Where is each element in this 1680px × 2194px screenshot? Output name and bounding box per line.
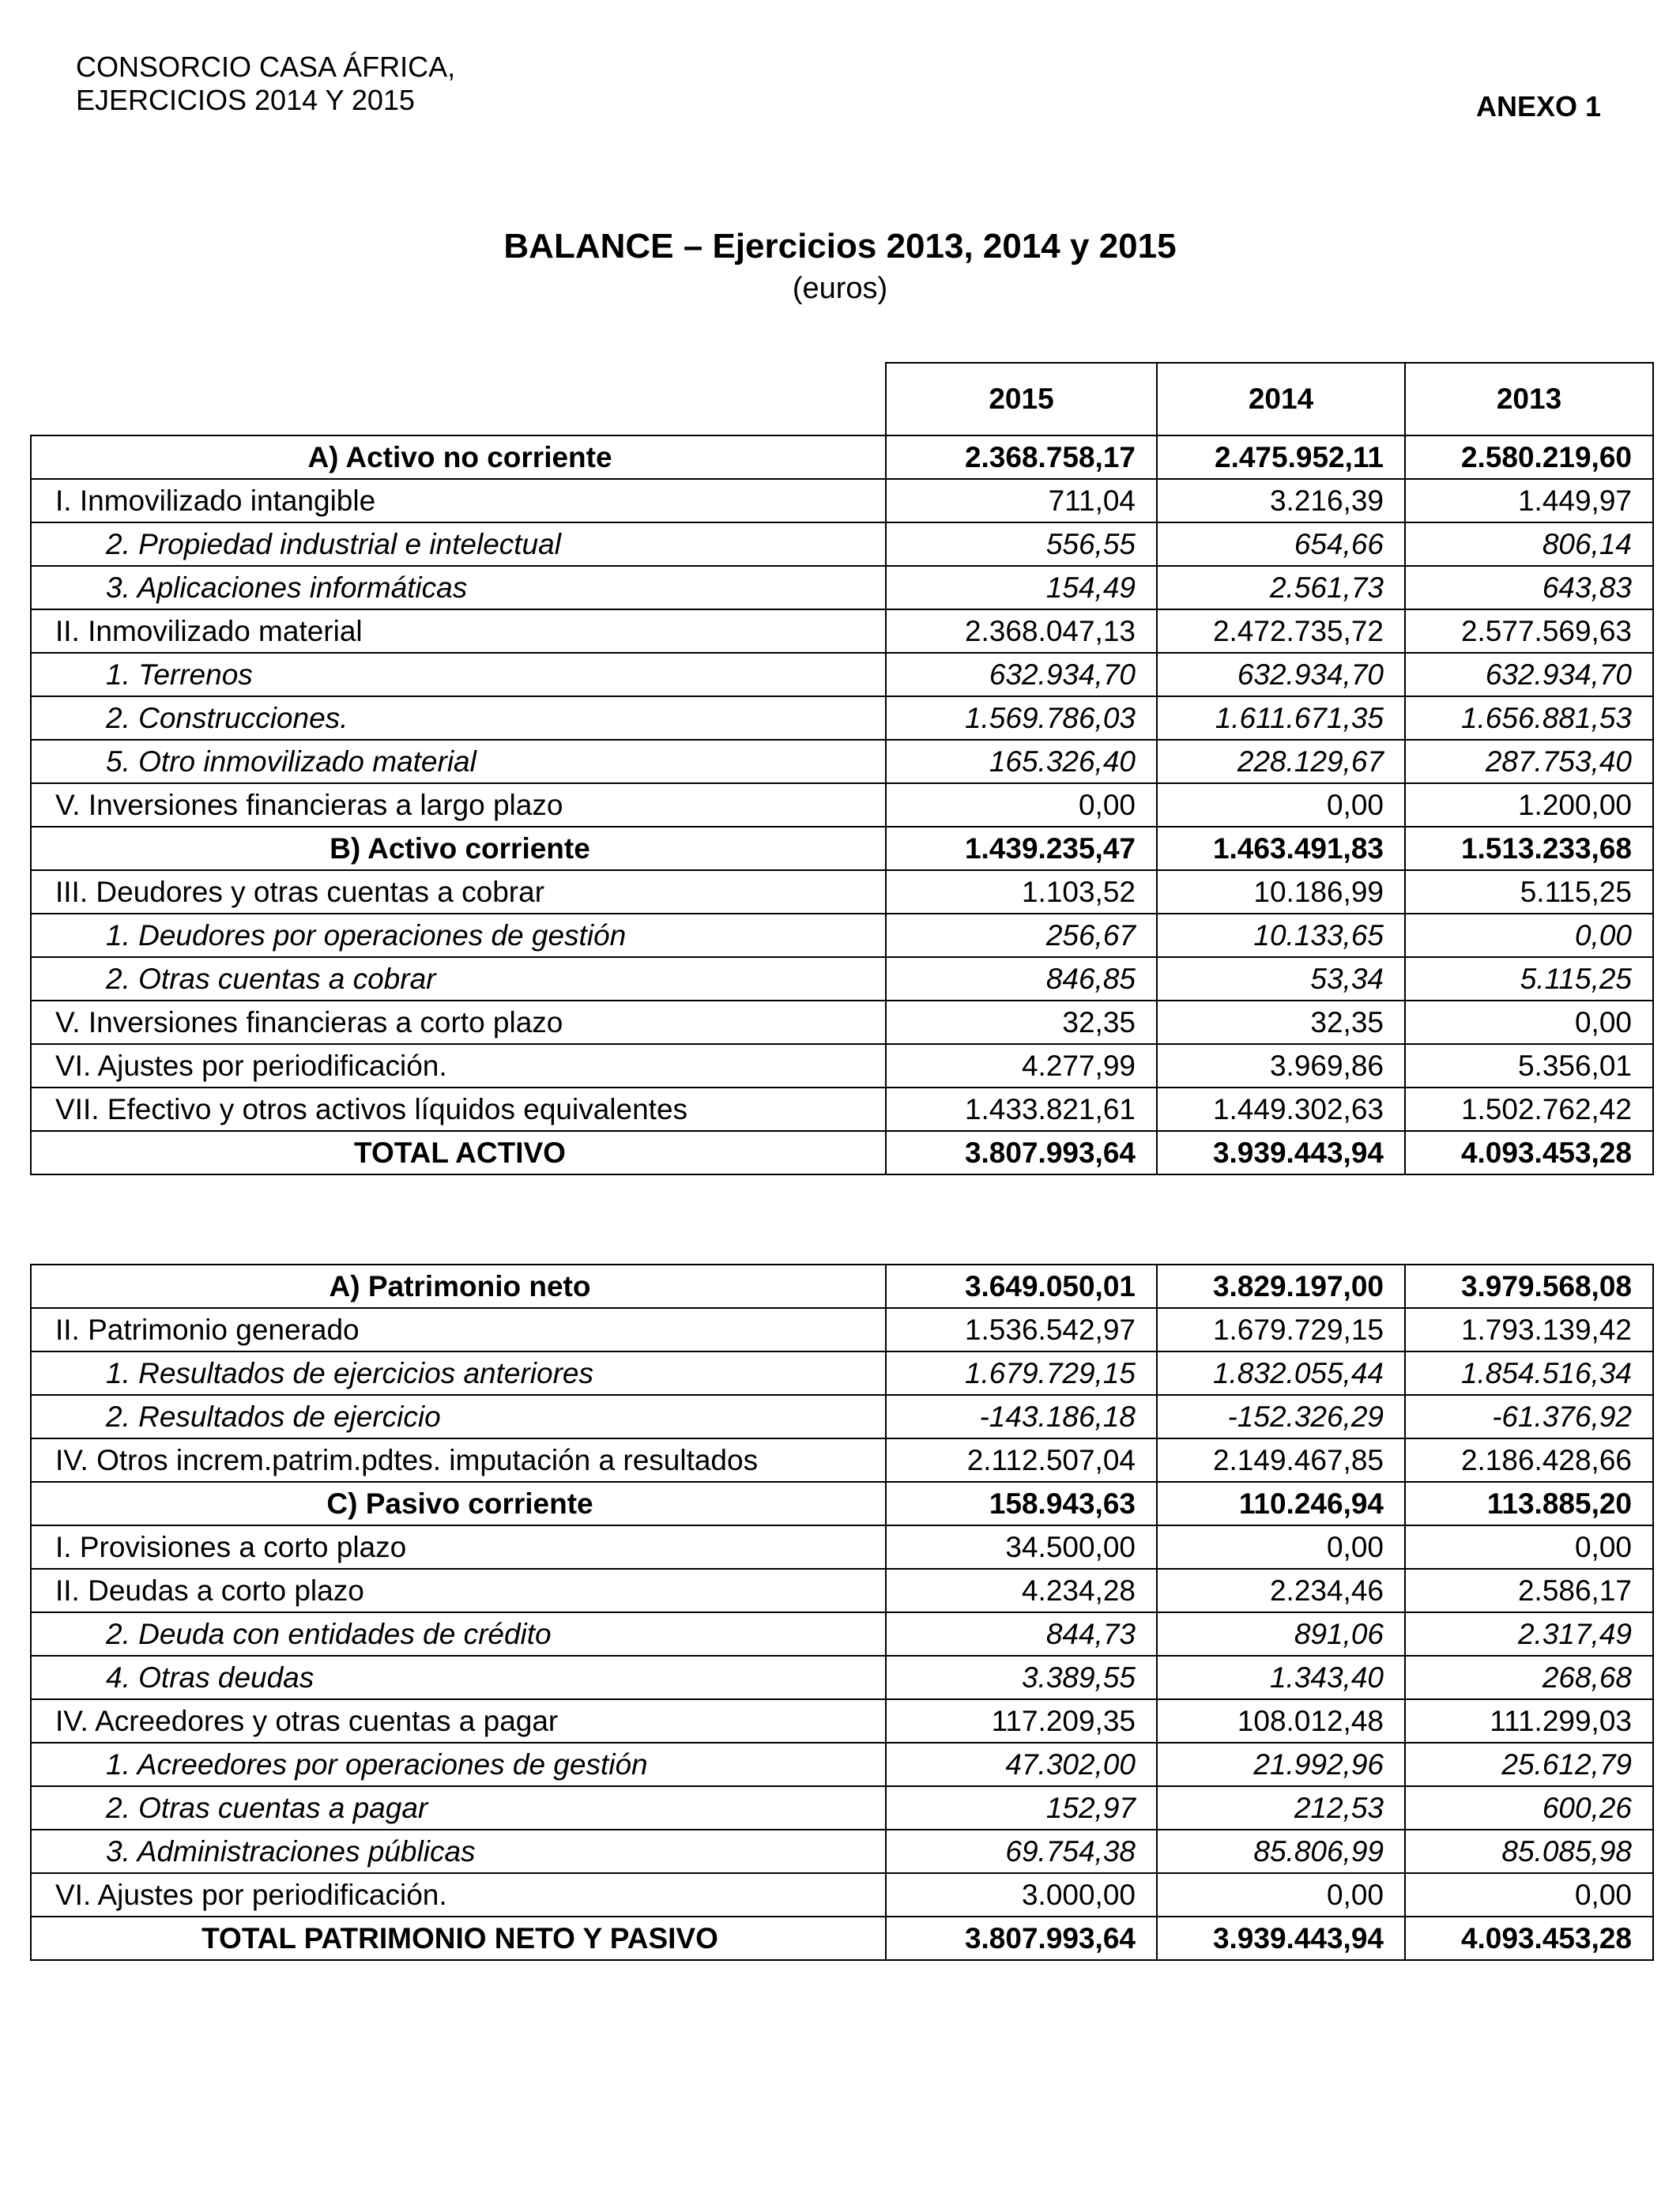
value-cell: 632.934,70 <box>1157 653 1405 696</box>
row-label: 3. Aplicaciones informáticas <box>31 566 886 609</box>
value-cell: 2.586,17 <box>1405 1569 1653 1612</box>
row-label: 5. Otro inmovilizado material <box>31 740 886 783</box>
value-cell: 3.939.443,94 <box>1157 1131 1405 1174</box>
row-label: VI. Ajustes por periodificación. <box>31 1873 886 1917</box>
value-cell: 85.085,98 <box>1405 1830 1653 1873</box>
table-row <box>31 1525 1653 1569</box>
value-cell: 32,35 <box>886 1001 1157 1044</box>
row-label: 1. Deudores por operaciones de gestión <box>31 914 886 957</box>
value-cell: 600,26 <box>1405 1786 1653 1830</box>
row-label: 1. Resultados de ejercicios anteriores <box>31 1351 886 1395</box>
value-cell: 3.000,00 <box>886 1873 1157 1917</box>
value-cell: 0,00 <box>1157 1525 1405 1569</box>
table-row <box>31 783 1653 827</box>
table-row <box>31 1438 1653 1482</box>
value-cell: 654,66 <box>1157 522 1405 566</box>
row-label: 2. Propiedad industrial e intelectual <box>31 522 886 566</box>
value-cell: 152,97 <box>886 1786 1157 1830</box>
table-row <box>31 696 1653 740</box>
table-row <box>31 1131 1653 1174</box>
table-row <box>31 479 1653 522</box>
value-cell: 212,53 <box>1157 1786 1405 1830</box>
value-cell: 1.513.233,68 <box>1405 827 1653 870</box>
table-row <box>31 566 1653 609</box>
table-row <box>31 1265 1653 1308</box>
table-row <box>31 1482 1653 1525</box>
value-cell: 0,00 <box>1157 783 1405 827</box>
value-cell: 3.216,39 <box>1157 479 1405 522</box>
row-label: II. Patrimonio generado <box>31 1308 886 1351</box>
table-row <box>31 827 1653 870</box>
table-row <box>31 1656 1653 1699</box>
row-label: 2. Otras cuentas a pagar <box>31 1786 886 1830</box>
table-row <box>31 1612 1653 1656</box>
value-cell: 3.969,86 <box>1157 1044 1405 1088</box>
table-row <box>31 1873 1653 1917</box>
table-row <box>31 1699 1653 1743</box>
table-row <box>31 914 1653 957</box>
value-cell: 0,00 <box>1405 1525 1653 1569</box>
value-cell: 2.580.219,60 <box>1405 435 1653 479</box>
value-cell: 228.129,67 <box>1157 740 1405 783</box>
title-unit: (euros) <box>792 272 888 305</box>
value-cell: 3.829.197,00 <box>1157 1265 1405 1308</box>
value-cell: 2.149.467,85 <box>1157 1438 1405 1482</box>
value-cell: 3.807.993,64 <box>886 1131 1157 1174</box>
value-cell: 287.753,40 <box>1405 740 1653 783</box>
value-cell: 1.103,52 <box>886 870 1157 914</box>
value-cell: 1.463.491,83 <box>1157 827 1405 870</box>
value-cell: 2.234,46 <box>1157 1569 1405 1612</box>
table-row <box>31 1088 1653 1131</box>
table-row <box>31 1001 1653 1044</box>
value-cell: 108.012,48 <box>1157 1699 1405 1743</box>
year-header: 2015 <box>886 363 1157 435</box>
value-cell: -152.326,29 <box>1157 1395 1405 1438</box>
table-row <box>31 1743 1653 1786</box>
value-cell: 158.943,63 <box>886 1482 1157 1525</box>
value-cell: 53,34 <box>1157 957 1405 1001</box>
value-cell: 5.115,25 <box>1405 870 1653 914</box>
row-label: 3. Administraciones públicas <box>31 1830 886 1873</box>
title-years: Ejercicios 2013, 2014 y 2015 <box>712 227 1177 266</box>
row-label: I. Inmovilizado intangible <box>31 479 886 522</box>
org-name: CONSORCIO CASA ÁFRICA, <box>76 51 456 83</box>
value-cell: 5.115,25 <box>1405 957 1653 1001</box>
fiscal-years-line: EJERCICIOS 2014 Y 2015 <box>76 84 415 116</box>
value-cell: 1.793.139,42 <box>1405 1308 1653 1351</box>
value-cell: 846,85 <box>886 957 1157 1001</box>
value-cell: 113.885,20 <box>1405 1482 1653 1525</box>
value-cell: 32,35 <box>1157 1001 1405 1044</box>
value-cell: 3.807.993,64 <box>886 1917 1157 1960</box>
value-cell: 3.649.050,01 <box>886 1265 1157 1308</box>
row-label: 1. Acreedores por operaciones de gestión <box>31 1743 886 1786</box>
value-cell: 110.246,94 <box>1157 1482 1405 1525</box>
page-title <box>0 224 1680 308</box>
value-cell: 117.209,35 <box>886 1699 1157 1743</box>
row-label: IV. Acreedores y otras cuentas a pagar <box>31 1699 886 1743</box>
value-cell: 165.326,40 <box>886 740 1157 783</box>
table-row <box>31 1786 1653 1830</box>
value-cell: 2.577.569,63 <box>1405 609 1653 653</box>
value-cell: 1.611.671,35 <box>1157 696 1405 740</box>
value-cell: 1.449,97 <box>1405 479 1653 522</box>
row-label: TOTAL PATRIMONIO NETO Y PASIVO <box>31 1917 886 1960</box>
table-row <box>31 870 1653 914</box>
value-cell: 0,00 <box>1157 1873 1405 1917</box>
row-label: 2. Deuda con entidades de crédito <box>31 1612 886 1656</box>
row-label: V. Inversiones financieras a corto plazo <box>31 1001 886 1044</box>
value-cell: -143.186,18 <box>886 1395 1157 1438</box>
table-row <box>31 1830 1653 1873</box>
row-label: 2. Resultados de ejercicio <box>31 1395 886 1438</box>
annex-label: ANEXO 1 <box>1475 90 1601 123</box>
value-cell: 1.502.762,42 <box>1405 1088 1653 1131</box>
row-label: I. Provisiones a corto plazo <box>31 1525 886 1569</box>
value-cell: 2.368.047,13 <box>886 609 1157 653</box>
value-cell: 643,83 <box>1405 566 1653 609</box>
value-cell: 0,00 <box>886 783 1157 827</box>
value-cell: 844,73 <box>886 1612 1157 1656</box>
table-row <box>31 1395 1653 1438</box>
value-cell: 3.389,55 <box>886 1656 1157 1699</box>
value-cell: 1.449.302,63 <box>1157 1088 1405 1131</box>
table-row <box>31 1917 1653 1960</box>
row-label: V. Inversiones financieras a largo plazo <box>31 783 886 827</box>
year-header: 2013 <box>1405 363 1653 435</box>
value-cell: 5.356,01 <box>1405 1044 1653 1088</box>
value-cell: 10.133,65 <box>1157 914 1405 957</box>
document-header <box>76 51 455 117</box>
table-row <box>31 740 1653 783</box>
value-cell: 1.200,00 <box>1405 783 1653 827</box>
row-label: VII. Efectivo y otros activos líquidos equivalentes <box>31 1088 886 1131</box>
activo-table <box>30 362 1654 1175</box>
value-cell: 632.934,70 <box>1405 653 1653 696</box>
row-label: IV. Otros increm.patrim.pdtes. imputación a resultados <box>31 1438 886 1482</box>
value-cell: 4.277,99 <box>886 1044 1157 1088</box>
row-label: 4. Otras deudas <box>31 1656 886 1699</box>
value-cell: 2.368.758,17 <box>886 435 1157 479</box>
value-cell: 1.433.821,61 <box>886 1088 1157 1131</box>
year-header: 2014 <box>1157 363 1405 435</box>
value-cell: 1.439.235,47 <box>886 827 1157 870</box>
value-cell: 1.536.542,97 <box>886 1308 1157 1351</box>
row-label: 2. Otras cuentas a cobrar <box>31 957 886 1001</box>
value-cell: 268,68 <box>1405 1656 1653 1699</box>
year-header-row <box>31 363 1653 435</box>
value-cell: 1.656.881,53 <box>1405 696 1653 740</box>
row-label: 1. Terrenos <box>31 653 886 696</box>
row-label: A) Activo no corriente <box>31 435 886 479</box>
value-cell: -61.376,92 <box>1405 1395 1653 1438</box>
value-cell: 4.093.453,28 <box>1405 1917 1653 1960</box>
value-cell: 1.343,40 <box>1157 1656 1405 1699</box>
value-cell: 21.992,96 <box>1157 1743 1405 1786</box>
value-cell: 2.472.735,72 <box>1157 609 1405 653</box>
value-cell: 632.934,70 <box>886 653 1157 696</box>
title-main: BALANCE – <box>503 227 703 266</box>
value-cell: 154,49 <box>886 566 1157 609</box>
value-cell: 4.234,28 <box>886 1569 1157 1612</box>
value-cell: 0,00 <box>1405 1873 1653 1917</box>
table-row <box>31 957 1653 1001</box>
row-label: III. Deudores y otras cuentas a cobrar <box>31 870 886 914</box>
value-cell: 2.475.952,11 <box>1157 435 1405 479</box>
row-label: II. Deudas a corto plazo <box>31 1569 886 1612</box>
value-cell: 4.093.453,28 <box>1405 1131 1653 1174</box>
table-row <box>31 1569 1653 1612</box>
row-label: VI. Ajustes por periodificación. <box>31 1044 886 1088</box>
table-row <box>31 435 1653 479</box>
value-cell: 25.612,79 <box>1405 1743 1653 1786</box>
table-row <box>31 1044 1653 1088</box>
table-row <box>31 1351 1653 1395</box>
value-cell: 1.679.729,15 <box>886 1351 1157 1395</box>
value-cell: 2.561,73 <box>1157 566 1405 609</box>
value-cell: 2.186.428,66 <box>1405 1438 1653 1482</box>
row-label: II. Inmovilizado material <box>31 609 886 653</box>
value-cell: 34.500,00 <box>886 1525 1157 1569</box>
value-cell: 1.679.729,15 <box>1157 1308 1405 1351</box>
value-cell: 0,00 <box>1405 1001 1653 1044</box>
value-cell: 1.569.786,03 <box>886 696 1157 740</box>
row-label: A) Patrimonio neto <box>31 1265 886 1308</box>
value-cell: 3.979.568,08 <box>1405 1265 1653 1308</box>
table-row <box>31 653 1653 696</box>
value-cell: 891,06 <box>1157 1612 1405 1656</box>
value-cell: 10.186,99 <box>1157 870 1405 914</box>
value-cell: 85.806,99 <box>1157 1830 1405 1873</box>
value-cell: 2.317,49 <box>1405 1612 1653 1656</box>
value-cell: 47.302,00 <box>886 1743 1157 1786</box>
row-label: TOTAL ACTIVO <box>31 1131 886 1174</box>
value-cell: 1.854.516,34 <box>1405 1351 1653 1395</box>
table-row <box>31 522 1653 566</box>
table-row <box>31 1308 1653 1351</box>
row-label: B) Activo corriente <box>31 827 886 870</box>
value-cell: 0,00 <box>1405 914 1653 957</box>
value-cell: 806,14 <box>1405 522 1653 566</box>
row-label: C) Pasivo corriente <box>31 1482 886 1525</box>
row-label: 2. Construcciones. <box>31 696 886 740</box>
value-cell: 111.299,03 <box>1405 1699 1653 1743</box>
value-cell: 2.112.507,04 <box>886 1438 1157 1482</box>
value-cell: 256,67 <box>886 914 1157 957</box>
header-blank-cell <box>31 363 886 435</box>
value-cell: 556,55 <box>886 522 1157 566</box>
pasivo-table <box>30 1264 1654 1961</box>
table-row <box>31 609 1653 653</box>
value-cell: 69.754,38 <box>886 1830 1157 1873</box>
value-cell: 1.832.055,44 <box>1157 1351 1405 1395</box>
value-cell: 3.939.443,94 <box>1157 1917 1405 1960</box>
value-cell: 711,04 <box>886 479 1157 522</box>
